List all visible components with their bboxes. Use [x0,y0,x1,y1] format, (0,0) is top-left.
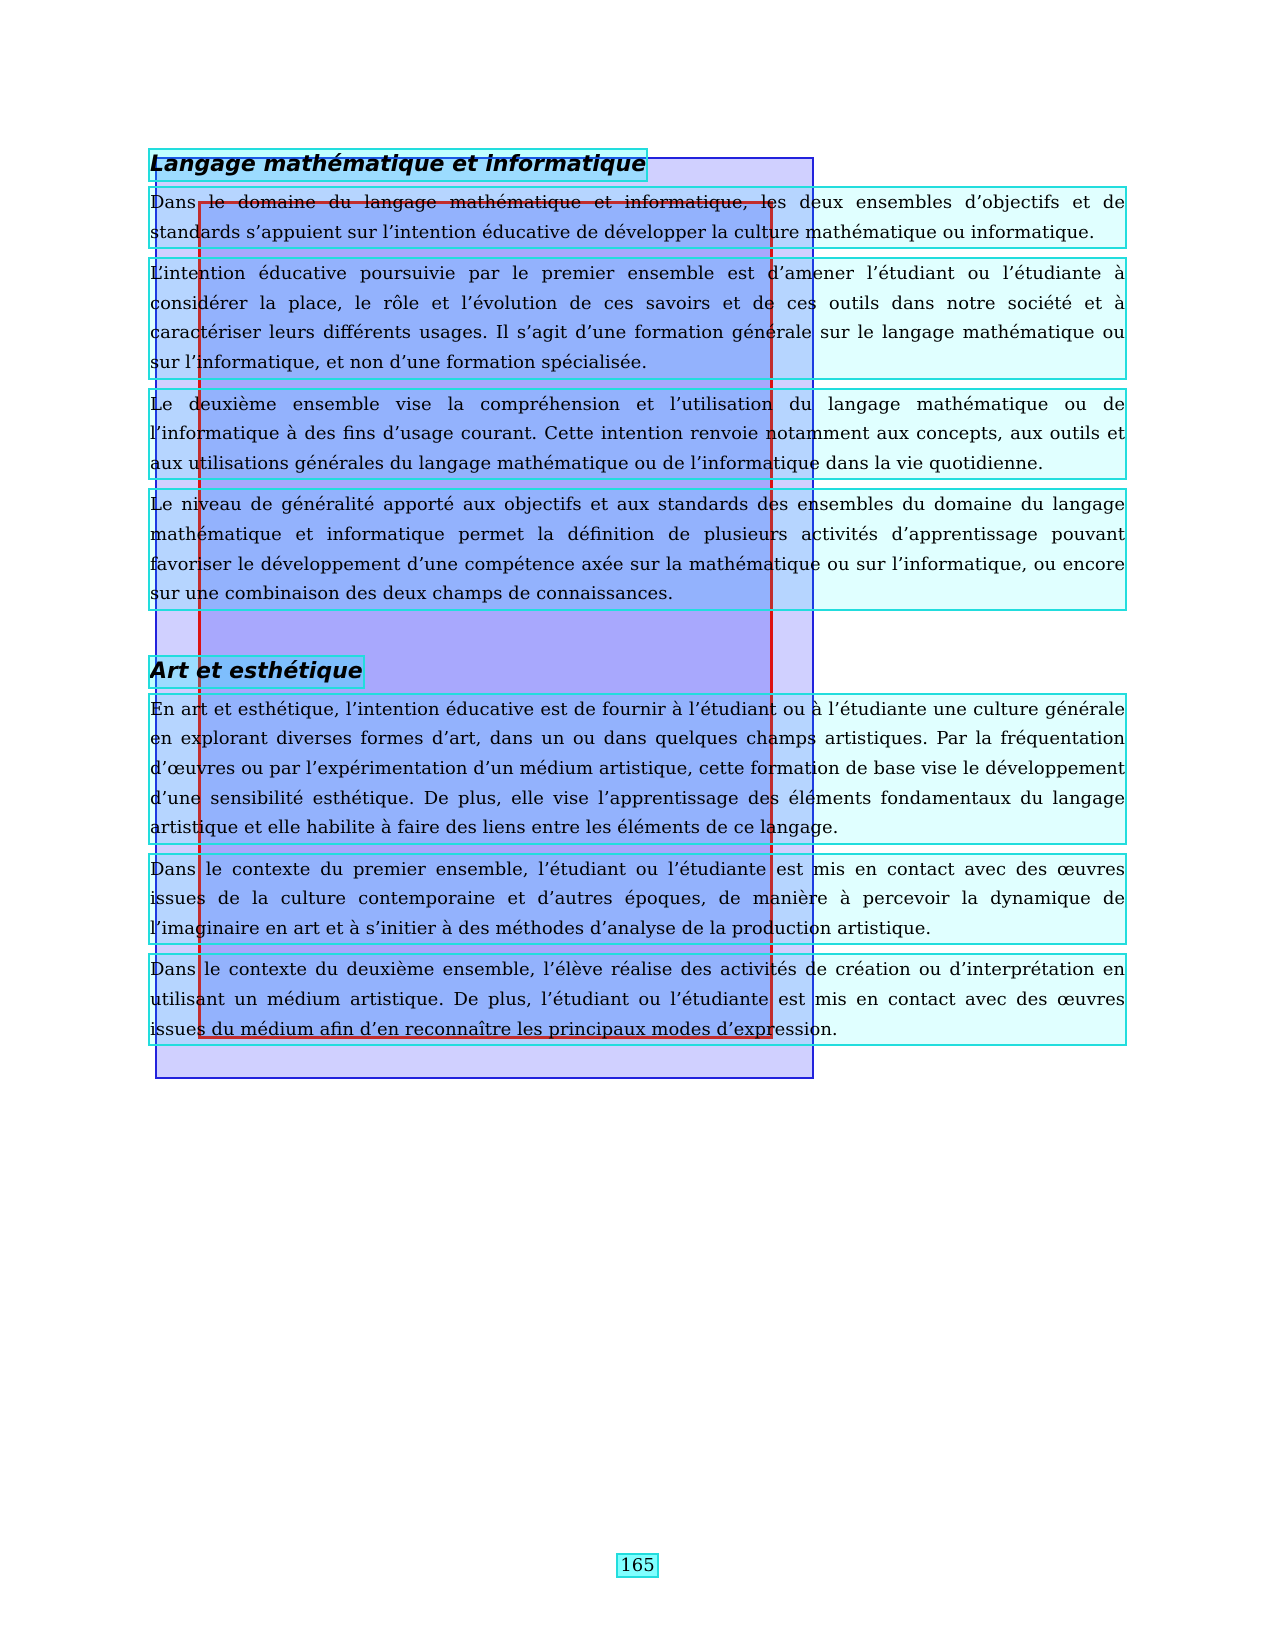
page-number [0,1555,1275,1576]
section-heading-math: Langage mathématique et informatique [150,150,646,180]
paragraph: L’intention éducative poursuivie par le premier ensemble est d’amener l’étudiant ou l’étudiante à considérer la place, le rôle et l’évolution de ces savoirs et de ces outils dans notre société et à caractériser leurs différents usages. Il s’agit d’une formation générale sur le langage mathématique ou sur l’informatique, et non d’une formation spécialisée. [150,259,1125,377]
paragraph: En art et esthétique, l’intention éducative est de fournir à l’étudiant ou à l’étudiante une culture générale en explorant diverses formes d’art, dans un ou dans quelques champs artistiques. Par la fréquentation d’œuvres ou par l’expérimentation d’un médium artistique, cette formation de base vise le développement d’une sensibilité esthétique. De plus, elle vise l’apprentissage des éléments fondamentaux du langage artistique et elle habilite à faire des liens entre les éléments de ce langage. [150,695,1125,843]
page-content [150,150,1125,1056]
page-number-label: 165 [620,1555,655,1576]
paragraph: Dans le domaine du langage mathématique et informatique, les deux ensembles d’objectifs et de standards s’appuient sur l’intention éducative de développer la culture mathématique ou informatique. [150,188,1125,247]
paragraph: Le niveau de généralité apporté aux objectifs et aux standards des ensembles du domaine du langage mathématique et informatique permet la définition de plusieurs activités d’apprentissage pouvant favoriser le développement d’une compétence axée sur la mathématique ou sur l’informatique, ou encore sur une combinaison des deux champs de connaissances. [150,490,1125,608]
paragraph: Dans le contexte du premier ensemble, l’étudiant ou l’étudiante est mis en contact avec des œuvres issues de la culture contemporaine et d’autres époques, de manière à percevoir la dynamique de l’imaginaire en art et à s’initier à des méthodes d’analyse de la production artistique. [150,855,1125,944]
paragraph: Dans le contexte du deuxième ensemble, l’élève réalise des activités de création ou d’interprétation en utilisant un médium artistique. De plus, l’étudiant ou l’étudiante est mis en contact avec des œuvres issues du médium afin d’en reconnaître les principaux modes d’expression. [150,955,1125,1044]
section-heading-art: Art et esthétique [150,657,363,687]
paragraph: Le deuxième ensemble vise la compréhension et l’utilisation du langage mathématique ou de l’informatique à des fins d’usage courant. Cette intention renvoie notamment aux concepts, aux outils et aux utilisations générales du langage mathématique ou de l’informatique dans la vie quotidienne. [150,390,1125,479]
